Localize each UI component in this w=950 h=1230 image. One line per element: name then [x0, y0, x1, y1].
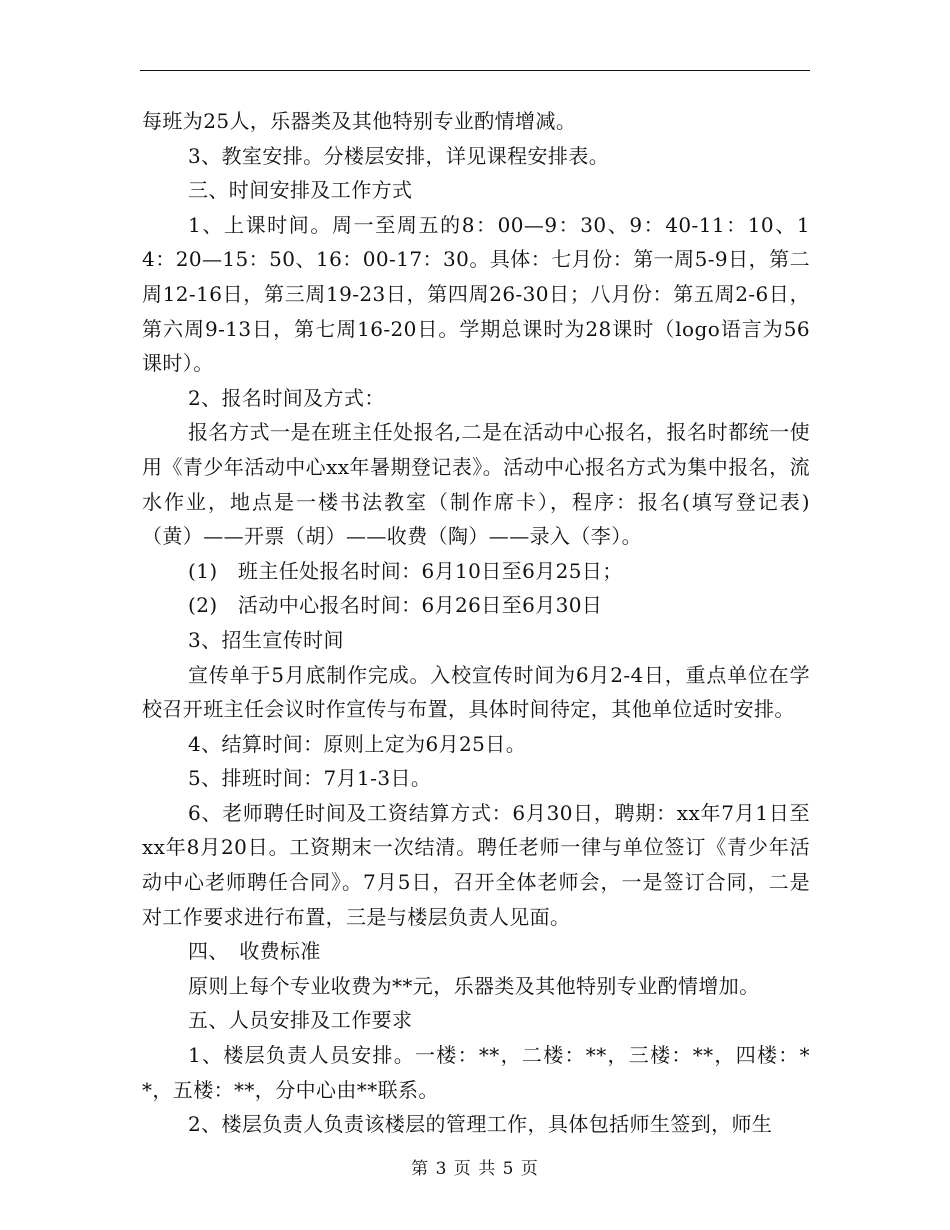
section-heading: 四、 收费标准 — [188, 939, 321, 964]
paragraph: 3、教室安排。分楼层安排，详见课程安排表。 — [188, 143, 610, 168]
list-item: (2) 活动中心报名时间：6月26日至6月30日 — [188, 593, 603, 618]
document-body — [142, 104, 810, 1142]
paragraph: 报名方式一是在班主任处报名,二是在活动中心报名，报名时都统一使用《青少年活动中心xx年暑期登记表》。活动中心报名方式为集中报名，流水作业，地点是一楼书法教室（制作席卡），程序：报名(填写登记表)（黄）——开票（胡）——收费（陶）——录入（李）。 — [142, 420, 810, 549]
page-number-footer: 第 3 页 共 5 页 — [411, 1159, 539, 1179]
header-rule — [140, 70, 810, 71]
paragraph: 每班为25人，乐器类及其他特别专业酌情增减。 — [142, 109, 577, 133]
paragraph: 1、楼层负责人员安排。一楼：**，二楼：**，三楼：**，四楼：**，五楼：**，分中心由**联系。 — [142, 1043, 810, 1102]
section-heading: 三、时间安排及工作方式 — [188, 178, 413, 203]
paragraph: 1、上课时间。周一至周五的8：00—9：30、9：40-11：10、14：20—15：50、16：00-17：30。具体：七月份：第一周5-9日，第二周12-16日，第三周19-23日，第四周26-30日；八月份：第五周2-6日，第六周9-13日，第七周16-20日。学期总课时为28课时（logo语言为56课时）。 — [142, 212, 810, 376]
paragraph: 2、报名时间及方式： — [188, 385, 385, 410]
paragraph: 2、楼层负责人负责该楼层的管理工作，具体包括师生签到，师生 — [188, 1112, 773, 1137]
paragraph: 原则上每个专业收费为**元，乐器类及其他特别专业酌情增加。 — [188, 973, 760, 998]
paragraph: 6、老师聘任时间及工资结算方式：6月30日，聘期：xx年7月1日至xx年8月20日。工资期末一次结清。聘任老师一律与单位签订《青少年活动中心老师聘任合同》。7月5日，召开全体老师会，一是签订合同，二是对工作要求进行布置，三是与楼层负责人见面。 — [142, 800, 810, 929]
list-item: (1) 班主任处报名时间：6月10日至6月25日； — [188, 558, 623, 583]
paragraph: 5、排班时间：7月1-3日。 — [188, 766, 432, 791]
paragraph: 4、结算时间：原则上定为6月25日。 — [188, 731, 527, 756]
section-heading: 五、人员安排及工作要求 — [188, 1008, 413, 1033]
paragraph: 宣传单于5月底制作完成。入校宣传时间为6月2-4日，重点单位在学校召开班主任会议时作宣传与布置，具体时间待定，其他单位适时安排。 — [142, 662, 810, 722]
paragraph: 3、招生宣传时间 — [188, 627, 344, 652]
